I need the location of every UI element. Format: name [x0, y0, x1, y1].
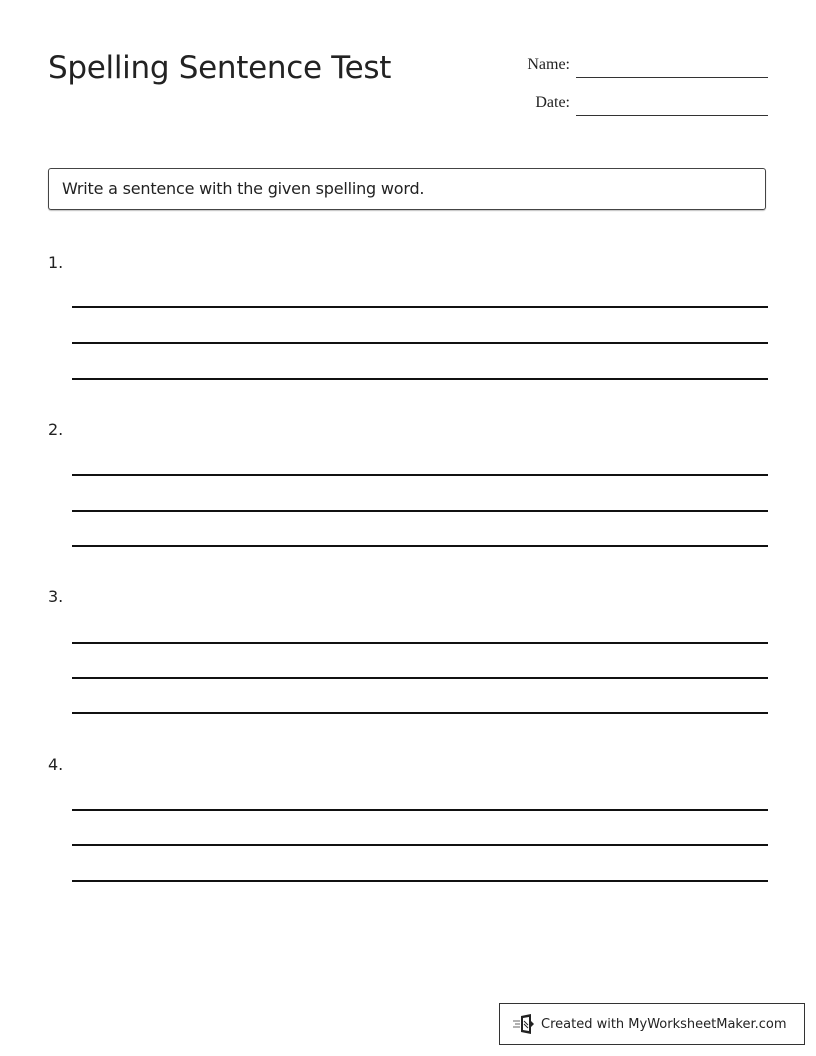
answer-line[interactable]: [72, 809, 768, 811]
answer-line[interactable]: [72, 474, 768, 476]
question-number: 4.: [48, 755, 64, 774]
footer-credit[interactable]: [499, 1003, 805, 1045]
instructions-box: Write a sentence with the given spelling word.: [48, 168, 766, 210]
name-field[interactable]: [500, 52, 768, 78]
question-number: 3.: [48, 587, 64, 606]
page-title: Spelling Sentence Test: [48, 50, 392, 86]
answer-line[interactable]: [72, 306, 768, 308]
answer-line[interactable]: [72, 844, 768, 846]
answer-line[interactable]: [72, 545, 768, 547]
answer-line[interactable]: [72, 342, 768, 344]
question-1: [48, 253, 768, 393]
answer-line[interactable]: [72, 510, 768, 512]
name-label: Name:: [527, 56, 570, 73]
answer-line[interactable]: [72, 712, 768, 714]
question-4: [48, 755, 768, 895]
question-3: [48, 587, 768, 727]
name-input-line[interactable]: [576, 77, 768, 78]
answer-line[interactable]: [72, 642, 768, 644]
date-label: Date:: [535, 94, 570, 111]
question-2: [48, 420, 768, 560]
date-input-line[interactable]: [576, 115, 768, 116]
date-field[interactable]: [500, 90, 768, 116]
answer-line[interactable]: [72, 677, 768, 679]
question-number: 1.: [48, 253, 64, 272]
answer-line[interactable]: [72, 880, 768, 882]
footer-text: Created with MyWorksheetMaker.com: [541, 1016, 787, 1032]
answer-line[interactable]: [72, 378, 768, 380]
worksheet-logo-icon: [512, 1013, 536, 1035]
question-number: 2.: [48, 420, 64, 439]
